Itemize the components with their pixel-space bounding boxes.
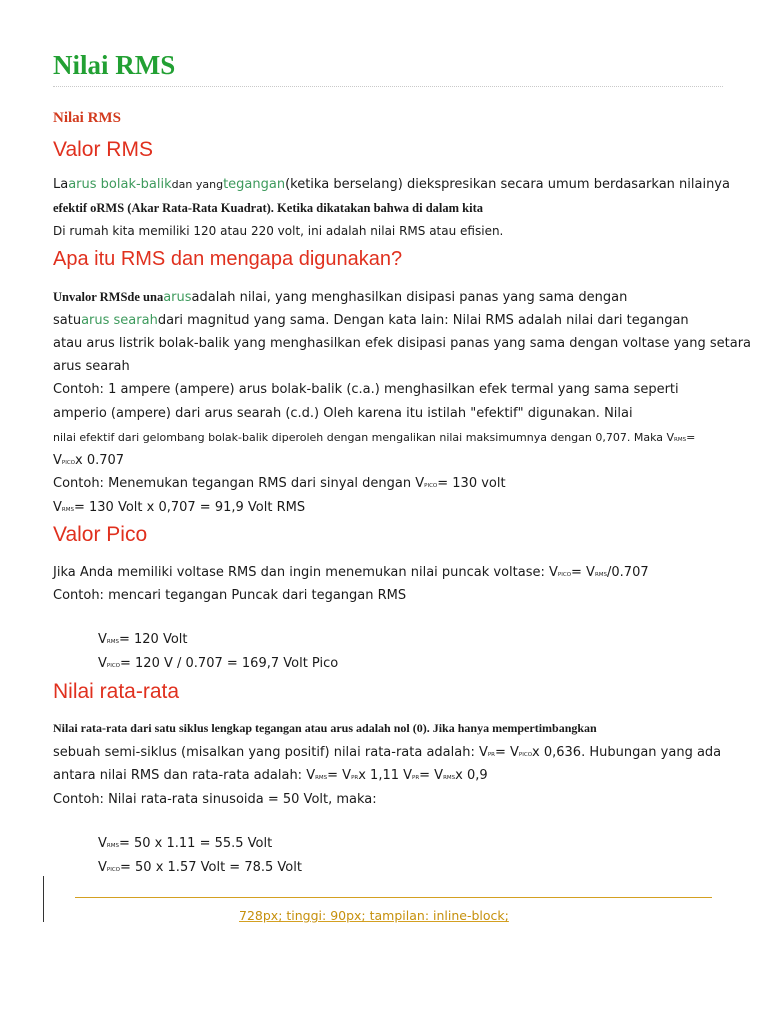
- pico-line-1: Jika Anda memiliki voltase RMS dan ingin menemukan nilai puncak voltase: VPICO= VRMS/0.707: [53, 565, 649, 580]
- rms-line-1: Laarus bolak-balikdan yangtegangan(ketika berselang) diekspresikan secara umum berdasarkan nilainya: [53, 177, 730, 192]
- ad-divider: [75, 897, 712, 898]
- avg-bullet-2: VPICO= 50 x 1.57 Volt = 78.5 Volt: [98, 860, 302, 875]
- apa-line-2: satuarus searahdari magnitud yang sama. Dengan kata lain: Nilai RMS adalah nilai dari tegangan: [53, 313, 689, 328]
- text-cursor: [43, 876, 44, 922]
- apa-line-3: atau arus listrik bolak-balik yang menghasilkan efek disipasi panas yang sama dengan voltase yang setara: [53, 336, 752, 351]
- heading-valor-pico: Valor Pico: [53, 523, 148, 546]
- apa-line-9: Contoh: Menemukan tegangan RMS dari sinyal dengan VPICO= 130 volt: [53, 476, 506, 491]
- apa-line-5: Contoh: 1 ampere (ampere) arus bolak-balik (c.a.) menghasilkan efek termal yang sama seperti: [53, 382, 679, 397]
- heading-apa-itu-rms: Apa itu RMS dan mengapa digunakan?: [53, 248, 403, 270]
- avg-line-3: antara nilai RMS dan rata-rata adalah: VRMS= VPRx 1,11 VPR= VRMSx 0,9: [53, 768, 488, 783]
- rms-line-3: Di rumah kita memiliki 120 atau 220 volt, ini adalah nilai RMS atau efisien.: [53, 224, 504, 238]
- link-tegangan[interactable]: tegangan: [223, 177, 286, 192]
- apa-line-6: amperio (ampere) dari arus searah (c.d.) Oleh karena itu istilah "efektif" digunakan. Nilai: [53, 406, 633, 421]
- pico-bullet-2: VPICO= 120 V / 0.707 = 169,7 Volt Pico: [98, 656, 339, 671]
- pico-bullet-1: VRMS= 120 Volt: [98, 632, 188, 647]
- apa-line-10: VRMS= 130 Volt x 0,707 = 91,9 Volt RMS: [53, 500, 306, 515]
- link-arus[interactable]: arus: [163, 290, 192, 305]
- avg-line-4: Contoh: Nilai rata-rata sinusoida = 50 Volt, maka:: [53, 792, 377, 807]
- apa-line-8: VPICOx 0.707: [53, 453, 125, 468]
- pico-line-2: Contoh: mencari tegangan Puncak dari tegangan RMS: [53, 588, 407, 603]
- apa-line-4: arus searah: [53, 359, 130, 374]
- apa-line-1: Unvalor RMSde unaarusadalah nilai, yang menghasilkan disipasi panas yang sama dengan: [53, 290, 628, 305]
- heading-valor-rms: Valor RMS: [53, 138, 153, 161]
- avg-line-2: sebuah semi-siklus (misalkan yang positif) nilai rata-rata adalah: VPR= VPICOx 0,636. Hubungan yang ada: [53, 745, 722, 760]
- link-arus-searah[interactable]: arus searah: [81, 313, 158, 328]
- title-divider: [53, 86, 723, 87]
- apa-line-7: nilai efektif dari gelombang bolak-balik diperoleh dengan mengalikan nilai maksimumnya dengan 0,707. Maka VRMS=: [53, 431, 696, 444]
- rms-line-2: efektif oRMS (Akar Rata-Rata Kuadrat). Ketika dikatakan bahwa di dalam kita: [53, 201, 483, 215]
- page-subtitle: Nilai RMS: [53, 110, 121, 126]
- avg-bullet-1: VRMS= 50 x 1.11 = 55.5 Volt: [98, 836, 273, 851]
- heading-nilai-rata-rata: Nilai rata-rata: [53, 680, 180, 703]
- link-arus-bolak-balik[interactable]: arus bolak-balik: [68, 177, 172, 192]
- avg-line-1: Nilai rata-rata dari satu siklus lengkap tegangan atau arus adalah nol (0). Jika hanya mempertimbangkan: [53, 721, 597, 735]
- ad-placeholder-link[interactable]: 728px; tinggi: 90px; tampilan: inline-block;: [239, 908, 509, 923]
- page-title: Nilai RMS: [53, 50, 176, 80]
